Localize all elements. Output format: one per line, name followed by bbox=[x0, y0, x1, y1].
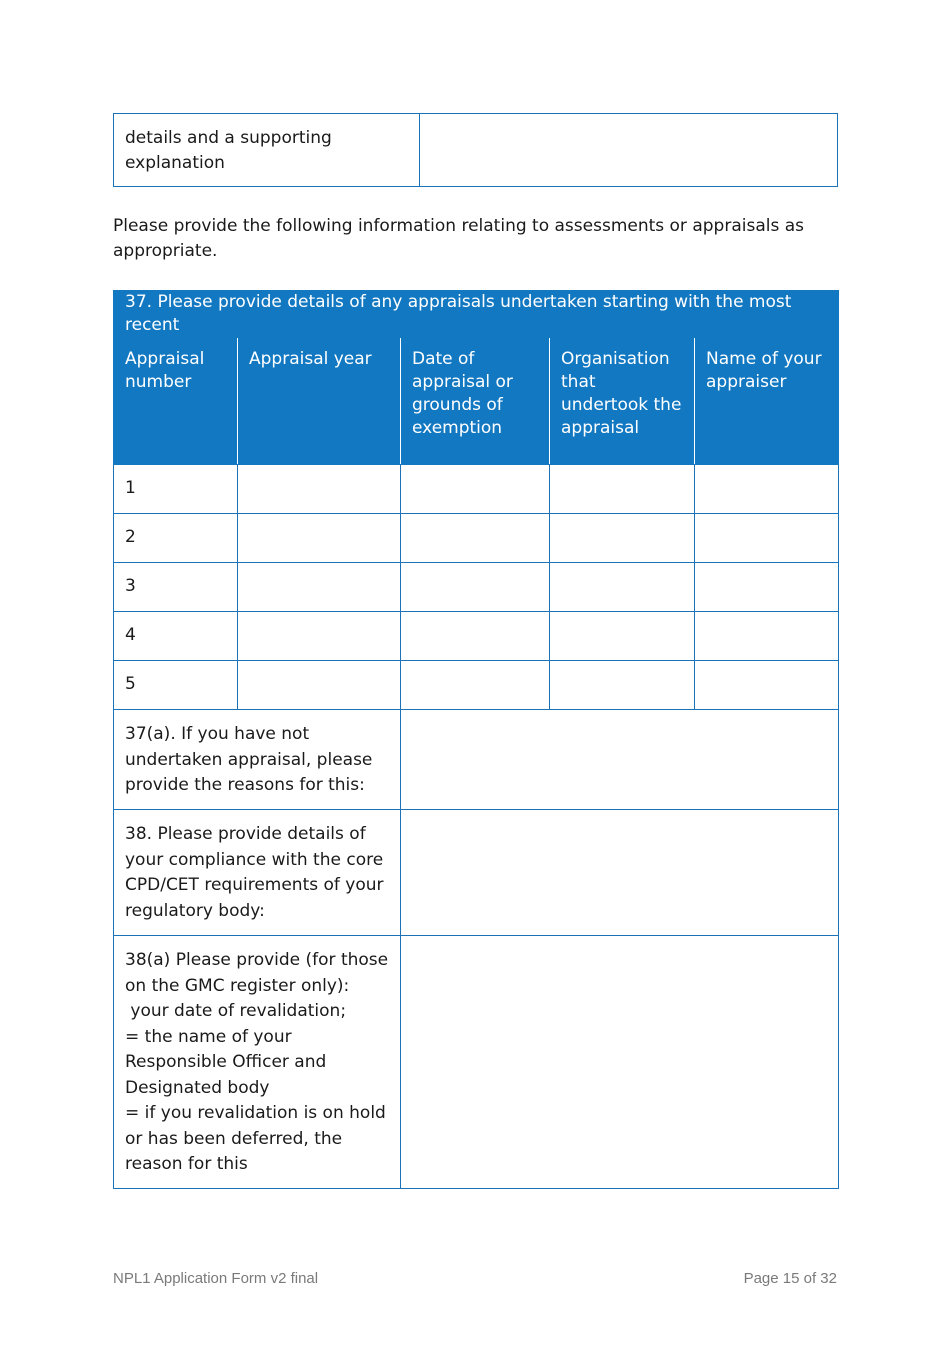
q38a-line: 38(a) Please provide (for those on the GMC register only): bbox=[125, 950, 389, 996]
table-row bbox=[114, 514, 839, 563]
supporting-explanation-field[interactable] bbox=[420, 114, 838, 187]
appraiser-name-field[interactable] bbox=[695, 514, 839, 563]
appraisal-date-field[interactable] bbox=[401, 612, 550, 661]
table-row bbox=[114, 465, 839, 514]
organisation-field[interactable] bbox=[550, 661, 695, 710]
q38a-label bbox=[114, 936, 401, 1189]
footer-document-name: NPL1 Application Form v2 final bbox=[113, 1270, 319, 1287]
supporting-explanation-table bbox=[113, 113, 838, 187]
column-header-appraisal-number: Appraisal number bbox=[114, 338, 238, 465]
organisation-field[interactable] bbox=[550, 514, 695, 563]
appraisal-date-field[interactable] bbox=[401, 514, 550, 563]
appraisal-date-field[interactable] bbox=[401, 465, 550, 514]
appraisal-year-field[interactable] bbox=[238, 563, 401, 612]
row-number: 3 bbox=[114, 563, 238, 612]
row-number: 1 bbox=[114, 465, 238, 514]
column-header-appraiser-name: Name of your appraiser bbox=[695, 338, 839, 465]
q38a-field[interactable] bbox=[401, 936, 839, 1189]
q37-title: 37. Please provide details of any appraisals undertaken starting with the most recent bbox=[114, 291, 839, 338]
row-number: 4 bbox=[114, 612, 238, 661]
intro-text: Please provide the following information relating to assessments or appraisals as appropriate. bbox=[113, 216, 804, 261]
appraisal-date-field[interactable] bbox=[401, 661, 550, 710]
appraiser-name-field[interactable] bbox=[695, 661, 839, 710]
organisation-field[interactable] bbox=[550, 563, 695, 612]
q38a-line: = the name of your Responsible Officer and Designated body bbox=[125, 1026, 327, 1098]
appraisal-year-field[interactable] bbox=[238, 514, 401, 563]
row-number: 2 bbox=[114, 514, 238, 563]
appraisals-table bbox=[113, 290, 839, 1189]
organisation-field[interactable] bbox=[550, 612, 695, 661]
row-number: 5 bbox=[114, 661, 238, 710]
q38-label: 38. Please provide details of your compliance with the core CPD/CET requirements of your regulatory body: bbox=[114, 810, 401, 936]
appraisal-year-field[interactable] bbox=[238, 465, 401, 514]
appraisal-year-field[interactable] bbox=[238, 661, 401, 710]
column-header-appraisal-year: Appraisal year bbox=[238, 338, 401, 465]
table-row bbox=[114, 612, 839, 661]
q37a-label: 37(a). If you have not undertaken appraisal, please provide the reasons for this: bbox=[114, 710, 401, 810]
appraisal-date-field[interactable] bbox=[401, 563, 550, 612]
supporting-explanation-label: details and a supporting explanation bbox=[114, 114, 420, 187]
footer-page-number: Page 15 of 32 bbox=[743, 1270, 837, 1287]
q38a-line: your date of revalidation; bbox=[125, 1001, 347, 1021]
q38a-line: = if you revalidation is on hold or has been deferred, the reason for this bbox=[125, 1103, 386, 1174]
appraiser-name-field[interactable] bbox=[695, 465, 839, 514]
appraiser-name-field[interactable] bbox=[695, 563, 839, 612]
q37a-field[interactable] bbox=[401, 710, 839, 810]
appraiser-name-field[interactable] bbox=[695, 612, 839, 661]
q38-field[interactable] bbox=[401, 810, 839, 936]
table-row bbox=[114, 661, 839, 710]
column-header-date-of-appraisal: Date of appraisal or grounds of exemption bbox=[401, 338, 550, 465]
appraisal-year-field[interactable] bbox=[238, 612, 401, 661]
column-header-organisation: Organisation that undertook the appraisal bbox=[550, 338, 695, 465]
organisation-field[interactable] bbox=[550, 465, 695, 514]
table-row bbox=[114, 563, 839, 612]
